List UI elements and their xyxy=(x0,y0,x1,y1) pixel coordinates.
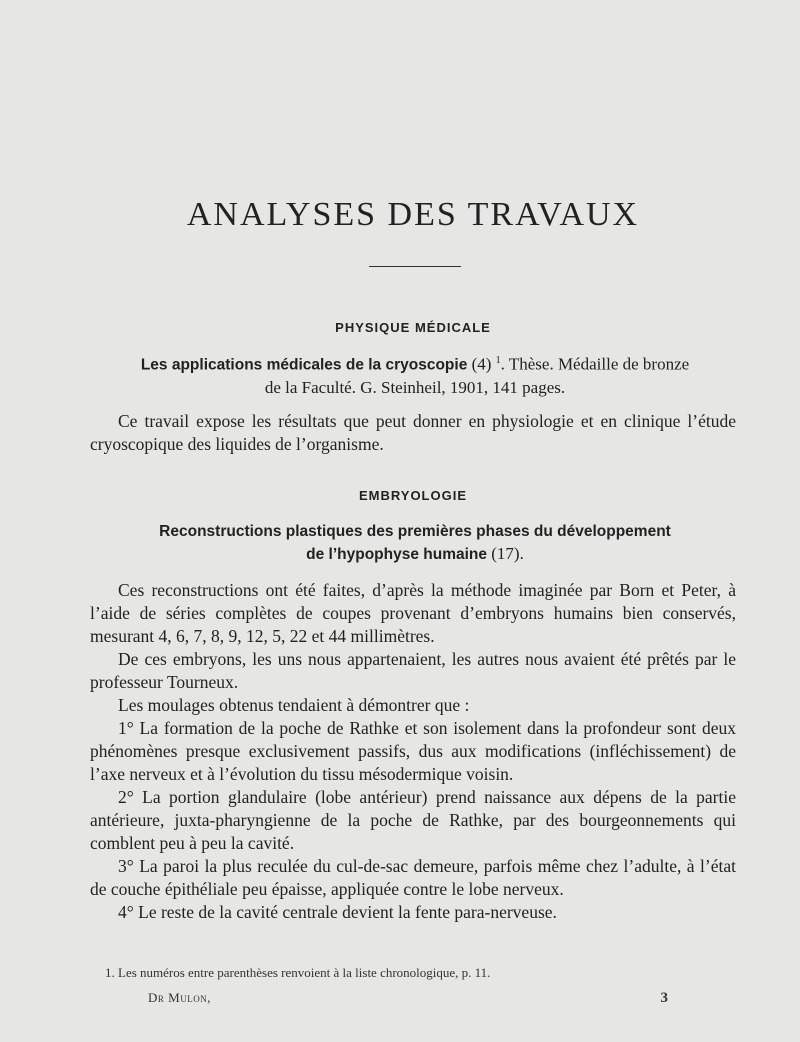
paragraph: 2° La portion glandulaire (lobe antérieur) prend naissance aux dépens de la partie antérieure, juxta-pharyngienne de la poche de Rathke, par des bourgeonnements qui comblent peu à peu la cavité. xyxy=(90,787,736,853)
paragraph: 3° La paroi la plus reculée du cul-de-sac demeure, parfois même chez l’adulte, à l’état de couche épithéliale peu épaisse, appliquée contre le lobe nerveux. xyxy=(90,856,736,899)
author-signature: Dr Mulon, xyxy=(148,990,211,1005)
entry-ref: (17). xyxy=(487,544,524,563)
paragraph: Ce travail expose les résultats que peut donner en physiologie et en clinique l’étude cryoscopique des liquides de l’organisme. xyxy=(90,411,736,454)
section-heading-embryologie: EMBRYOLOGIE xyxy=(358,488,468,503)
footnote-marker: 1 xyxy=(495,355,501,366)
section2-body xyxy=(90,579,736,924)
entry-details-1: . Thèse. Médaille de bronze xyxy=(500,354,690,374)
paragraph: 1° La formation de la poche de Rathke et son isolement dans la profondeur sont deux phénomènes presque exclusivement passifs, dus aux modifications (infléchissement) de l’axe nerveux et à l’évolution du tissu mésodermique voisin. xyxy=(90,718,736,784)
section-heading-physique: PHYSIQUE MÉDICALE xyxy=(335,320,491,335)
paragraph: Les moulages obtenus tendaient à démontrer que : xyxy=(118,695,470,715)
entry-title-line1: Reconstructions plastiques des premières phases du développement xyxy=(159,523,671,540)
page-number: 3 xyxy=(660,990,668,1006)
entry-title-line2: de l’hypophyse humaine xyxy=(306,546,488,563)
page-title: ANALYSES DES TRAVAUX xyxy=(186,196,640,233)
paragraph: Ces reconstructions ont été faites, d’après la méthode imaginée par Born et Peter, à l’aide de séries complètes de coupes provenant d’embryons humains bien conservés, mesurant 4, 6, 7, 8, 9, 12, 5, 22 et 44 millimètres. xyxy=(90,580,736,646)
entry-title: Les applications médicales de la cryoscopie xyxy=(140,356,468,374)
entry-details-2: de la Faculté. G. Steinheil, 1901, 141 pages. xyxy=(264,377,566,397)
paragraph: 4° Le reste de la cavité centrale devient la fente para-nerveuse. xyxy=(118,902,557,922)
section1-body xyxy=(90,410,736,456)
entry-ref: (4) xyxy=(467,354,496,374)
title-rule xyxy=(369,266,461,267)
entry-hypophyse xyxy=(90,520,740,566)
paragraph: De ces embryons, les uns nous appartenaient, les autres nous avaient été prêtés par le professeur Tourneux. xyxy=(90,649,736,692)
footnote: 1. Les numéros entre parenthèses renvoient à la liste chronologique, p. 11. xyxy=(105,965,491,980)
entry-cryoscopie xyxy=(90,350,740,399)
page-footer xyxy=(148,990,668,1006)
